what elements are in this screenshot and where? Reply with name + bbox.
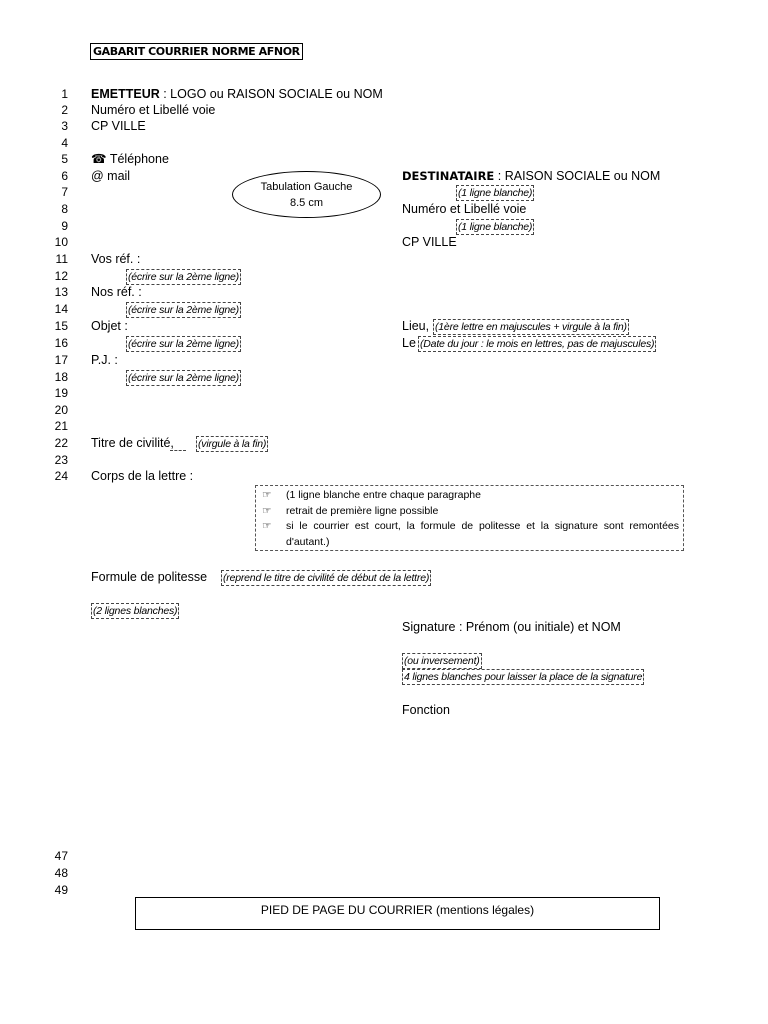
body-note-text: retrait de première ligne possible xyxy=(286,504,439,517)
line-number: 47 xyxy=(54,849,68,863)
line-number: 23 xyxy=(54,453,68,467)
line-number: 20 xyxy=(54,403,68,417)
recipient-label: DESTINATAIRE xyxy=(402,169,495,183)
pointing-hand-icon: ☞ xyxy=(262,489,272,501)
line-number: 16 xyxy=(54,336,68,350)
civility-text: Titre de civilité xyxy=(91,436,171,450)
recipient-city: CP VILLE xyxy=(402,235,457,249)
nos-ref-label: Nos réf. : xyxy=(91,285,142,299)
signature-label: Signature : Prénom (ou initiale) et NOM xyxy=(402,620,621,634)
civility-hint: (virgule à la fin) xyxy=(198,438,267,450)
sender-label: EMETTEUR xyxy=(91,87,160,101)
line-number: 8 xyxy=(61,202,68,216)
civility-comma: , xyxy=(170,436,185,451)
tabulation-note-line2: 8.5 cm xyxy=(289,197,323,209)
line-number: 6 xyxy=(61,169,68,183)
date-label: Le xyxy=(402,336,416,350)
line-number: 21 xyxy=(54,419,68,433)
pointing-hand-icon: ☞ xyxy=(262,520,272,532)
line-number: 13 xyxy=(54,285,68,299)
body-note xyxy=(262,504,679,520)
line-number: 3 xyxy=(61,119,68,133)
line-number: 12 xyxy=(54,269,68,283)
sender-phone-label: Téléphone xyxy=(109,152,169,166)
line-number: 9 xyxy=(61,219,68,233)
sender-mail: @ mail xyxy=(91,169,131,183)
signature-space-hint: 4 lignes blanches pour laisser la place de la signature xyxy=(404,671,643,683)
date-hint: (Date du jour : le mois en lettres, pas de majuscules) xyxy=(420,338,655,350)
civility-label xyxy=(91,435,186,451)
closing-hint: (reprend le titre de civilité de début de la lettre) xyxy=(223,572,430,584)
line-number: 49 xyxy=(54,883,68,897)
sender-street: Numéro et Libellé voie xyxy=(91,103,216,117)
line-number: 22 xyxy=(54,436,68,450)
recipient-blank-line-hint: (1 ligne blanche) xyxy=(458,187,533,199)
sender-label-rest: : LOGO ou RAISON SOCIALE ou NOM xyxy=(159,87,383,101)
page-footer: PIED DE PAGE DU COURRIER (mentions légales) xyxy=(135,897,660,930)
closing-label: Formule de politesse xyxy=(91,570,208,584)
line-number: 14 xyxy=(54,302,68,316)
recipient-label-rest: : RAISON SOCIALE ou NOM xyxy=(494,169,661,183)
pj-label: P.J. : xyxy=(91,353,118,367)
lieu-label: Lieu, xyxy=(402,319,430,333)
signature-function: Fonction xyxy=(402,703,450,717)
line-number: 2 xyxy=(61,103,68,117)
line-number: 5 xyxy=(61,152,68,166)
pointing-hand-icon: ☞ xyxy=(262,504,272,517)
signature-hint: (ou inversement) xyxy=(404,655,480,667)
page-title: GABARIT COURRIER NORME AFNOR xyxy=(90,43,303,60)
objet-label: Objet : xyxy=(91,319,128,333)
recipient-street: Numéro et Libellé voie xyxy=(402,202,527,216)
line-number: 24 xyxy=(54,469,68,483)
body-note xyxy=(262,519,679,550)
lieu-hint: (1ère lettre en majuscules + virgule à la fin) xyxy=(435,321,627,333)
vos-ref-label: Vos réf. : xyxy=(91,252,141,266)
body-label: Corps de la lettre : xyxy=(91,469,194,483)
body-note-text: si le courrier est court, la formule de politesse et la signature sont remontées d'autant.) xyxy=(286,520,679,548)
body-note-text: (1 ligne blanche entre chaque paragraphe xyxy=(286,489,481,501)
objet-hint: (écrire sur la 2ème ligne) xyxy=(128,338,239,350)
telephone-icon: ☎ xyxy=(91,152,107,166)
line-number: 18 xyxy=(54,370,68,384)
line-number: 11 xyxy=(55,252,68,266)
closing-blank-hint: (2 lignes blanches) xyxy=(93,605,178,617)
line-number: 10 xyxy=(54,235,68,249)
tabulation-note xyxy=(232,171,381,218)
recipient-blank-line-hint: (1 ligne blanche) xyxy=(458,221,533,233)
line-number: 19 xyxy=(54,386,68,400)
line-number: 48 xyxy=(54,866,68,880)
body-notes-box xyxy=(255,485,684,551)
line-number: 15 xyxy=(54,319,68,333)
pj-hint: (écrire sur la 2ème ligne) xyxy=(128,372,239,384)
vos-ref-hint: (écrire sur la 2ème ligne) xyxy=(128,271,239,283)
line-number: 17 xyxy=(54,353,68,367)
sender-phone xyxy=(91,151,169,167)
sender-city: CP VILLE xyxy=(91,119,146,133)
sender-heading xyxy=(91,86,383,102)
recipient-heading xyxy=(402,168,660,184)
body-note xyxy=(262,488,679,504)
tabulation-note-line1: Tabulation Gauche xyxy=(260,181,353,193)
line-number: 7 xyxy=(61,185,68,199)
line-number: 1 xyxy=(61,87,68,101)
line-number: 4 xyxy=(61,136,68,150)
nos-ref-hint: (écrire sur la 2ème ligne) xyxy=(128,304,239,316)
